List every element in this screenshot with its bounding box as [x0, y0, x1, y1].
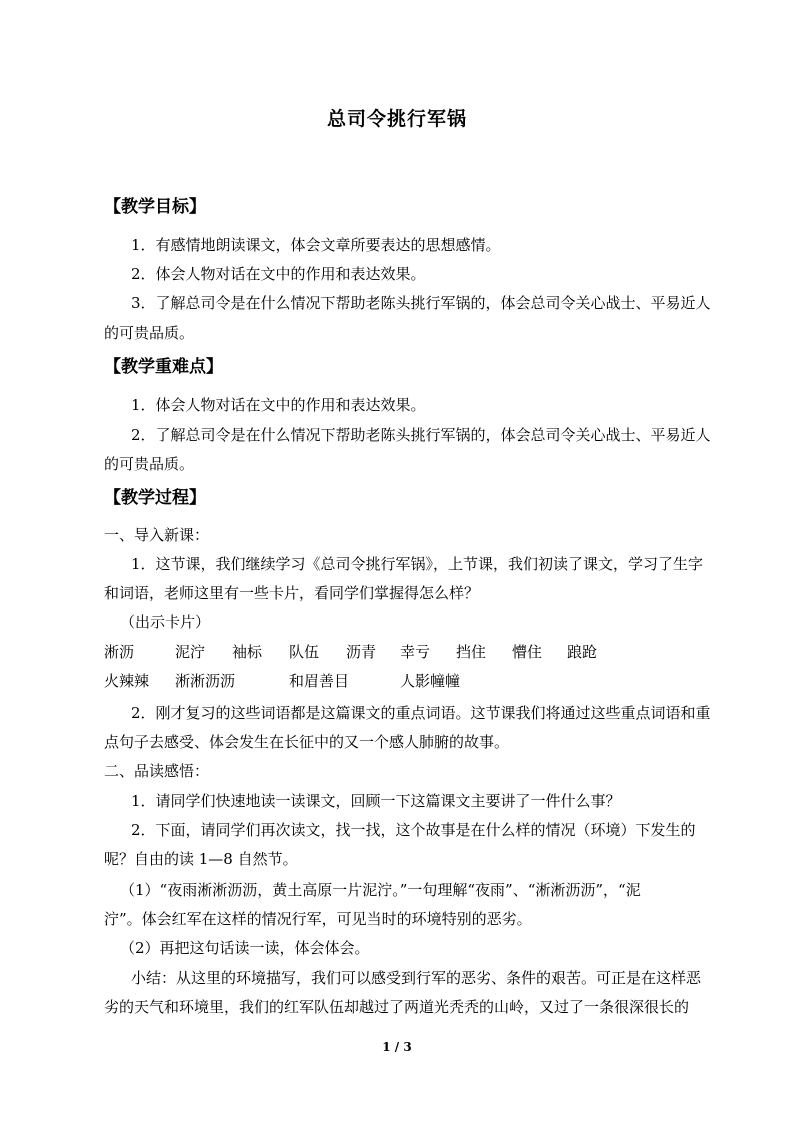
card-word: 幸亏 — [400, 643, 431, 661]
card-word: 挡住 — [456, 643, 487, 661]
subpoint-1-line2: 泞”。体会红军在这样的情况行军，可见当时的环境特别的恶劣。 — [104, 910, 532, 928]
card-word: 人影幢幢 — [400, 672, 461, 690]
page-title: 总司令挑行军锅 — [326, 108, 467, 130]
subpoint-2: （2）再把这句话读一读，体会体会。 — [120, 939, 370, 957]
subpoint-1-line1: （1）“夜雨淅淅沥沥，黄土高原一片泥泞。”一句理解“夜雨”、“淅淅沥沥”，“泥 — [120, 881, 641, 899]
card-word: 沥青 — [346, 643, 377, 661]
question-1: 1．请同学们快速地读一读课文，回顾一下这篇课文主要讲了一件什么事？ — [131, 792, 621, 810]
goals-heading: 【教学目标】 — [104, 197, 206, 217]
summary-line1: 小结：从这里的环境描写，我们可以感受到行军的恶劣、条件的艰苦。可正是在这样恶 — [131, 969, 702, 987]
key-point-2-line1: 2．了解总司令是在什么情况下帮助老陈头挑行军锅的，体会总司令关心战士、平易近人 — [131, 426, 711, 444]
card-word: 淅沥 — [104, 643, 135, 661]
goal-2: 2．体会人物对话在文中的作用和表达效果。 — [131, 265, 426, 283]
paragraph-1-line2: 和词语，老师这里有一些卡片，看同学们掌握得怎么样？ — [104, 584, 480, 602]
key-point-1: 1．体会人物对话在文中的作用和表达效果。 — [131, 396, 426, 414]
part-2-heading: 二、品读感悟： — [104, 762, 210, 780]
card-word: 淅淅沥沥 — [175, 672, 236, 690]
card-word: 火辣辣 — [104, 672, 150, 690]
paragraph-2-line2: 点句子去感受、体会发生在长征中的又一个感人肺腑的故事。 — [104, 733, 510, 751]
paragraph-1-line1: 1．这节课，我们继续学习《总司令挑行军锅》，上节课，我们初读了课文，学习了生字 — [131, 555, 704, 573]
part-1-heading: 一、导入新课： — [104, 526, 210, 544]
card-word: 泥泞 — [175, 643, 206, 661]
question-2-line1: 2．下面，请同学们再次读文，找一找，这个故事是在什么样的情况（环境）下发生的 — [131, 821, 696, 839]
card-word: 和眉善目 — [289, 672, 350, 690]
card-word: 袖标 — [232, 643, 263, 661]
key-point-2-line2: 的可贵品质。 — [104, 455, 195, 473]
page-number: 1 / 3 — [382, 1040, 412, 1054]
goal-1: 1．有感情地朗读课文，体会文章所要表达的思想感情。 — [131, 236, 501, 254]
key-points-heading: 【教学重难点】 — [104, 357, 223, 377]
summary-line2: 劣的天气和环境里，我们的红军队伍却越过了两道光秃秃的山岭，又过了一条很深很长的 — [104, 998, 690, 1016]
card-word: 踉跄 — [567, 643, 598, 661]
card-word: 队伍 — [289, 643, 320, 661]
card-word: 懵住 — [512, 643, 543, 661]
cards-label: （出示卡片） — [120, 613, 211, 631]
process-heading: 【教学过程】 — [104, 488, 206, 508]
goal-3-line1: 3．了解总司令是在什么情况下帮助老陈头挑行军锅的，体会总司令关心战士、平易近人 — [131, 294, 711, 312]
goal-3-line2: 的可贵品质。 — [104, 324, 195, 342]
question-2-line2: 呢？自由的读 1—8 自然节。 — [104, 850, 298, 868]
paragraph-2-line1: 2．刚才复习的这些词语都是这篇课文的重点词语。这节课我们将通过这些重点词语和重 — [131, 704, 711, 722]
